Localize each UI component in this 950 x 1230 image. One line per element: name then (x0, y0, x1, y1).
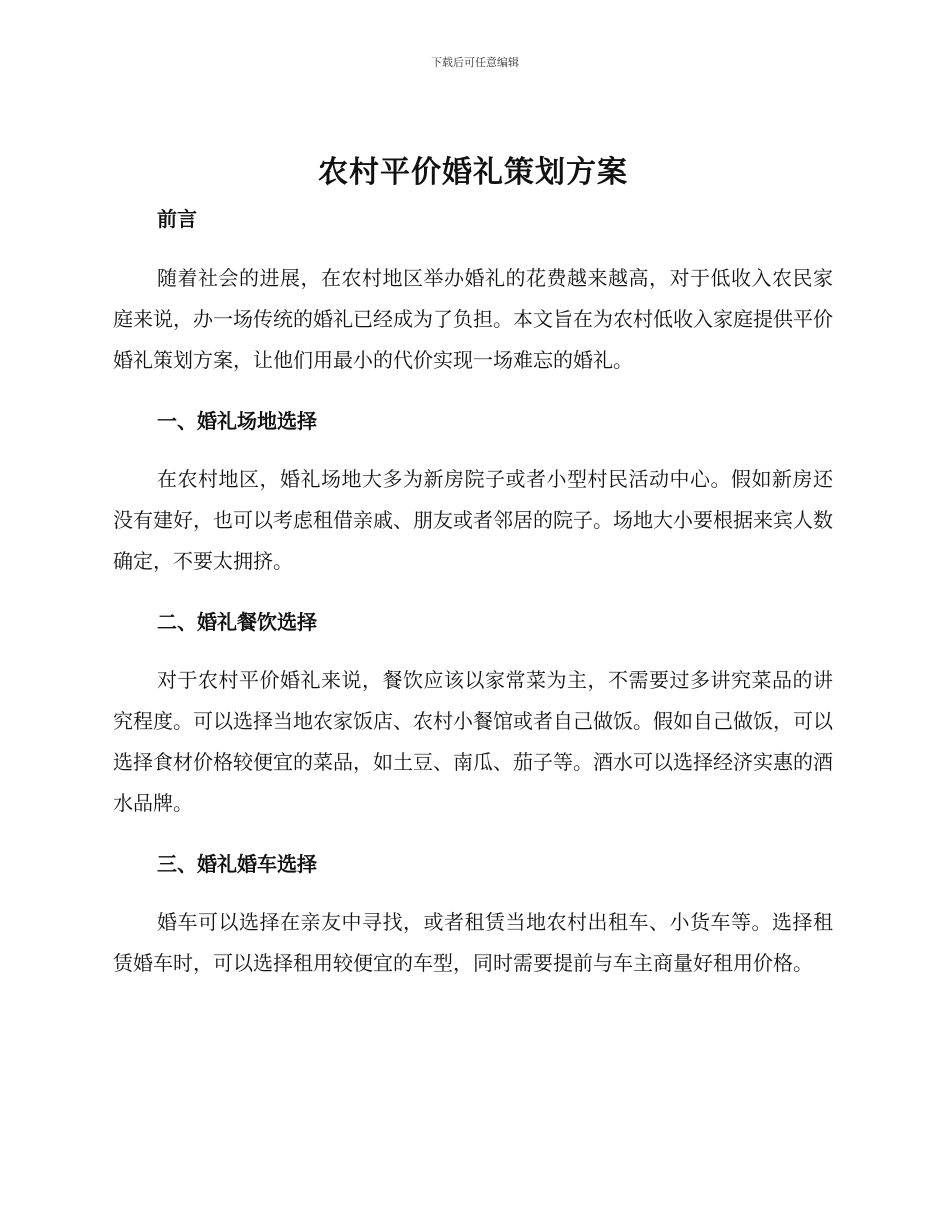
section-heading-preface: 前言 (157, 207, 197, 231)
document-title: 农村平价婚礼策划方案 (318, 155, 628, 190)
section-paragraph-catering: 对于农村平价婚礼来说，餐饮应该以家常菜为主，不需要过多讲究菜品的讲究程度。可以选择当地农家饭店、农村小餐馆或者自己做饭。假如自己做饭，可以选择食材价格较便宜的菜品，如土豆、南瓜、茄子等。酒水可以选择经济实惠的酒水品牌。 (113, 668, 833, 815)
section-heading-catering: 二、婚礼餐饮选择 (157, 610, 317, 634)
section-paragraph-preface: 随着社会的进展，在农村地区举办婚礼的花费越来越高，对于低收入农民家庭来说，办一场传统的婚礼已经成为了负担。本文旨在为农村低收入家庭提供平价婚礼策划方案，让他们用最小的代价实现一场难忘的婚礼。 (113, 266, 833, 372)
section-paragraph-venue: 在农村地区，婚礼场地大多为新房院子或者小型村民活动中心。假如新房还没有建好，也可以考虑租借亲戚、朋友或者邻居的院子。场地大小要根据来宾人数确定，不要太拥挤。 (113, 467, 833, 573)
section-heading-wedding-car: 三、婚礼婚车选择 (157, 852, 317, 876)
section-paragraph-wedding-car: 婚车可以选择在亲友中寻找，或者租赁当地农村出租车、小货车等。选择租赁婚车时，可以选择租用较便宜的车型，同时需要提前与车主商量好租用价格。 (113, 910, 833, 975)
document-body (113, 150, 833, 984)
section-heading-venue: 一、婚礼场地选择 (157, 409, 317, 433)
header-note: 下载后可任意编辑 (431, 56, 519, 69)
